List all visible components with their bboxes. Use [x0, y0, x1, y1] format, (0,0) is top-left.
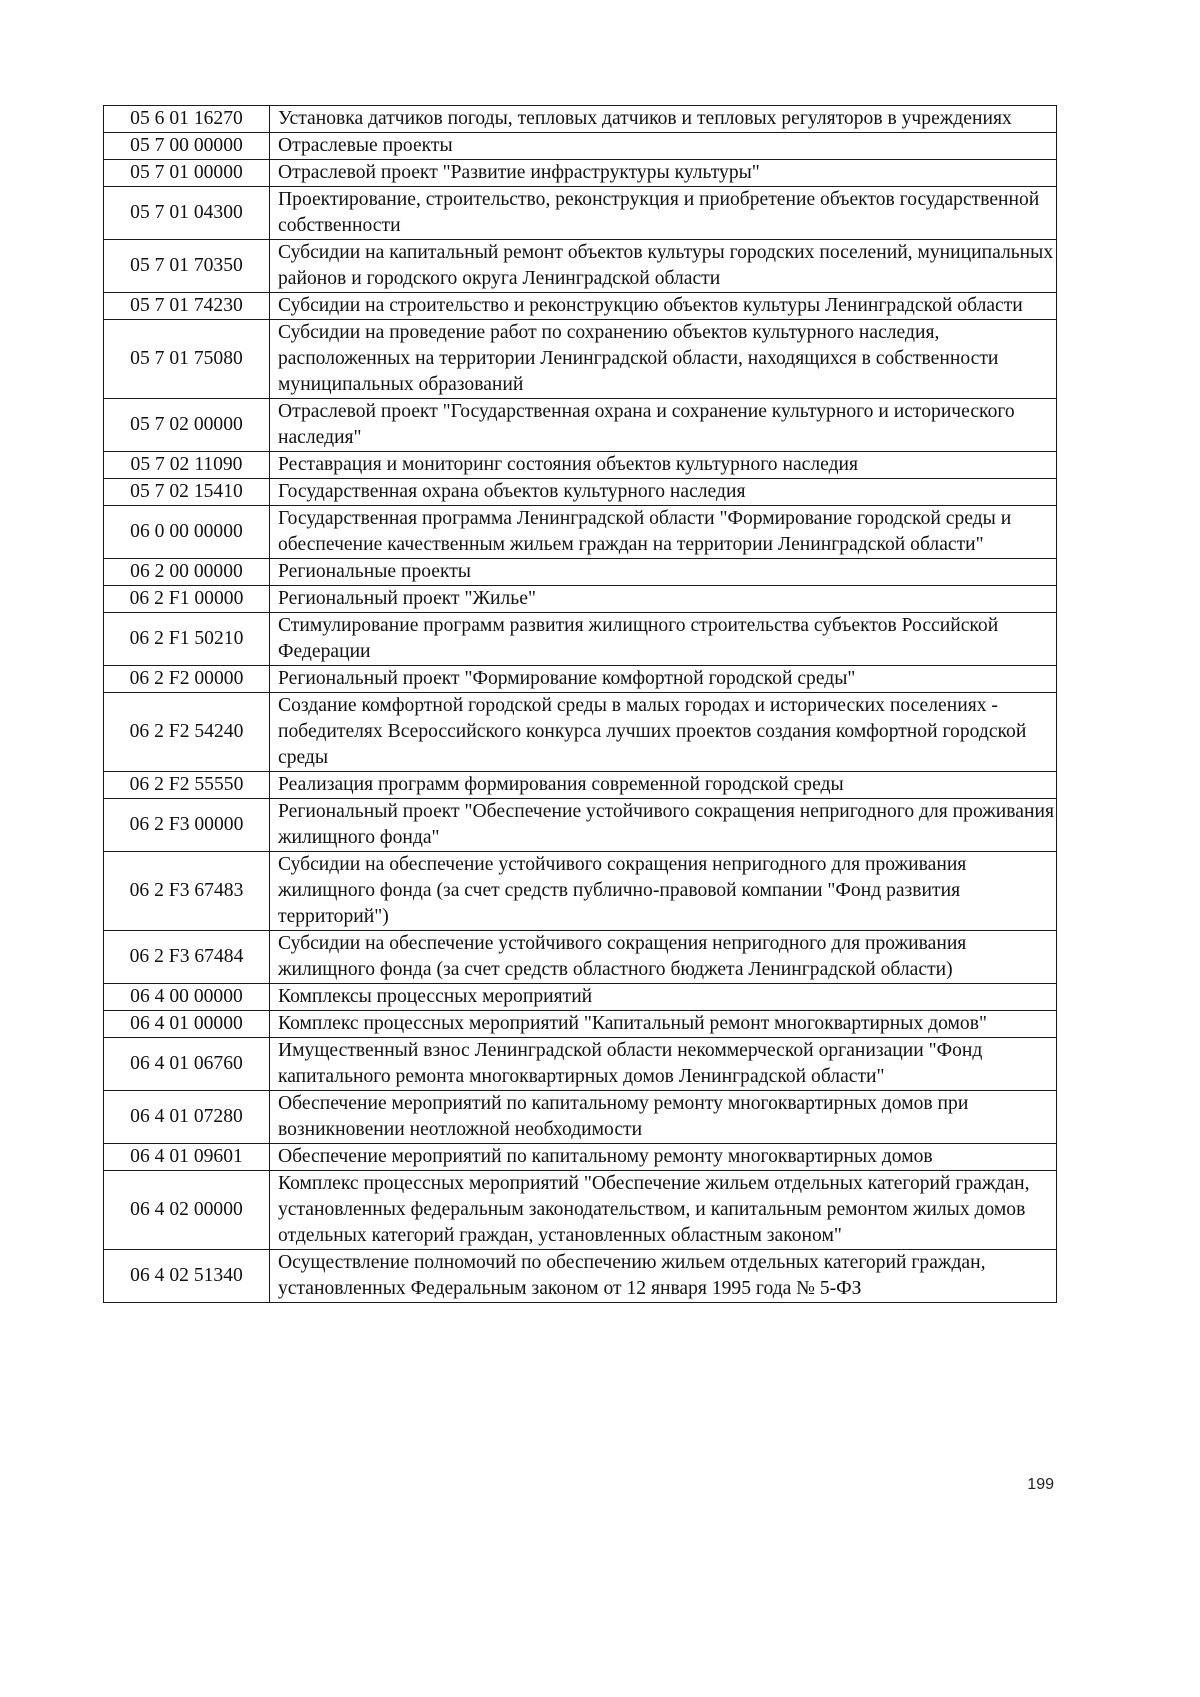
- row-description: Реализация программ формирования современной городской среды: [270, 772, 1057, 799]
- row-code: 06 4 00 00000: [104, 984, 270, 1011]
- table-row: [104, 613, 1057, 666]
- table-row: [104, 772, 1057, 799]
- table-body: [104, 106, 1057, 1303]
- table-row: [104, 506, 1057, 559]
- row-code: 05 7 02 15410: [104, 479, 270, 506]
- row-code: 06 2 F3 67483: [104, 852, 270, 931]
- row-code: 05 7 01 00000: [104, 160, 270, 187]
- row-description: Обеспечение мероприятий по капитальному ремонту многоквартирных домов: [270, 1144, 1057, 1171]
- row-code: 05 6 01 16270: [104, 106, 270, 133]
- row-code: 06 4 01 09601: [104, 1144, 270, 1171]
- row-code: 06 4 01 06760: [104, 1038, 270, 1091]
- table-row: [104, 133, 1057, 160]
- row-description: Стимулирование программ развития жилищного строительства субъектов Российской Федерации: [270, 613, 1057, 666]
- row-description: Осуществление полномочий по обеспечению жильем отдельных категорий граждан, установленных Федеральным законом от 12 января 1995 года № 5-ФЗ: [270, 1250, 1057, 1303]
- row-description: Комплексы процессных мероприятий: [270, 984, 1057, 1011]
- row-description: Субсидии на капитальный ремонт объектов культуры городских поселений, муниципальных районов и городского округа Ленинградской области: [270, 240, 1057, 293]
- row-code: 05 7 00 00000: [104, 133, 270, 160]
- row-code: 06 2 F2 55550: [104, 772, 270, 799]
- row-description: Имущественный взнос Ленинградской области некоммерческой организации "Фонд капитального ремонта многоквартирных домов Ленинградской области": [270, 1038, 1057, 1091]
- row-code: 05 7 01 70350: [104, 240, 270, 293]
- row-description: Реставрация и мониторинг состояния объектов культурного наследия: [270, 452, 1057, 479]
- table-row: [104, 852, 1057, 931]
- table-row: [104, 666, 1057, 693]
- table-row: [104, 1091, 1057, 1144]
- table-row: [104, 1171, 1057, 1250]
- row-description: Государственная программа Ленинградской области "Формирование городской среды и обеспечение качественным жильем граждан на территории Ленинградской области": [270, 506, 1057, 559]
- row-description: Региональный проект "Жилье": [270, 586, 1057, 613]
- table-row: [104, 931, 1057, 984]
- row-code: 06 2 00 00000: [104, 559, 270, 586]
- table-row: [104, 1144, 1057, 1171]
- row-description: Комплекс процессных мероприятий "Обеспечение жильем отдельных категорий граждан, установленных федеральным законодательством, и капитальным ремонтом жилых домов отдельных категорий граждан, установленных областным законом": [270, 1171, 1057, 1250]
- row-code: 06 2 F2 54240: [104, 693, 270, 772]
- row-code: 05 7 02 11090: [104, 452, 270, 479]
- row-description: Региональный проект "Обеспечение устойчивого сокращения непригодного для проживания жилищного фонда": [270, 799, 1057, 852]
- table-row: [104, 160, 1057, 187]
- row-code: 06 2 F2 00000: [104, 666, 270, 693]
- row-code: 05 7 01 75080: [104, 320, 270, 399]
- row-description: Отраслевой проект "Государственная охрана и сохранение культурного и исторического наследия": [270, 399, 1057, 452]
- row-description: Государственная охрана объектов культурного наследия: [270, 479, 1057, 506]
- row-code: 06 4 01 07280: [104, 1091, 270, 1144]
- row-description: Обеспечение мероприятий по капитальному ремонту многоквартирных домов при возникновении неотложной необходимости: [270, 1091, 1057, 1144]
- row-code: 06 4 02 51340: [104, 1250, 270, 1303]
- table-row: [104, 984, 1057, 1011]
- row-code: 06 2 F3 00000: [104, 799, 270, 852]
- table-row: [104, 479, 1057, 506]
- table-row: [104, 106, 1057, 133]
- row-code: 06 2 F3 67484: [104, 931, 270, 984]
- row-description: Субсидии на обеспечение устойчивого сокращения непригодного для проживания жилищного фонда (за счет средств публично-правовой компании "Фонд развития территорий"): [270, 852, 1057, 931]
- table-row: [104, 187, 1057, 240]
- table-row: [104, 586, 1057, 613]
- table-row: [104, 799, 1057, 852]
- row-description: Проектирование, строительство, реконструкция и приобретение объектов государственной собственности: [270, 187, 1057, 240]
- row-description: Субсидии на строительство и реконструкцию объектов культуры Ленинградской области: [270, 293, 1057, 320]
- row-description: Региональный проект "Формирование комфортной городской среды": [270, 666, 1057, 693]
- row-code: 06 2 F1 50210: [104, 613, 270, 666]
- table-row: [104, 452, 1057, 479]
- row-description: Субсидии на обеспечение устойчивого сокращения непригодного для проживания жилищного фонда (за счет средств областного бюджета Ленинградской области): [270, 931, 1057, 984]
- row-code: 05 7 01 04300: [104, 187, 270, 240]
- row-code: 05 7 02 00000: [104, 399, 270, 452]
- table-row: [104, 293, 1057, 320]
- table-row: [104, 1250, 1057, 1303]
- row-description: Региональные проекты: [270, 559, 1057, 586]
- table-row: [104, 559, 1057, 586]
- table-row: [104, 399, 1057, 452]
- row-description: Отраслевые проекты: [270, 133, 1057, 160]
- table-row: [104, 1038, 1057, 1091]
- row-code: 06 4 01 00000: [104, 1011, 270, 1038]
- table-row: [104, 240, 1057, 293]
- table-row: [104, 1011, 1057, 1038]
- row-description: Комплекс процессных мероприятий "Капитальный ремонт многоквартирных домов": [270, 1011, 1057, 1038]
- row-description: Отраслевой проект "Развитие инфраструктуры культуры": [270, 160, 1057, 187]
- row-description: Субсидии на проведение работ по сохранению объектов культурного наследия, расположенных на территории Ленинградской области, находящихся в собственности муниципальных образований: [270, 320, 1057, 399]
- row-code: 06 4 02 00000: [104, 1171, 270, 1250]
- page-number: 199: [1027, 1476, 1054, 1493]
- row-code: 05 7 01 74230: [104, 293, 270, 320]
- row-code: 06 0 00 00000: [104, 506, 270, 559]
- row-description: Создание комфортной городской среды в малых городах и исторических поселениях - победителях Всероссийского конкурса лучших проектов создания комфортной городской среды: [270, 693, 1057, 772]
- table-row: [104, 693, 1057, 772]
- budget-classification-table: [103, 105, 1057, 1303]
- row-description: Установка датчиков погоды, тепловых датчиков и тепловых регуляторов в учреждениях: [270, 106, 1057, 133]
- row-code: 06 2 F1 00000: [104, 586, 270, 613]
- table-row: [104, 320, 1057, 399]
